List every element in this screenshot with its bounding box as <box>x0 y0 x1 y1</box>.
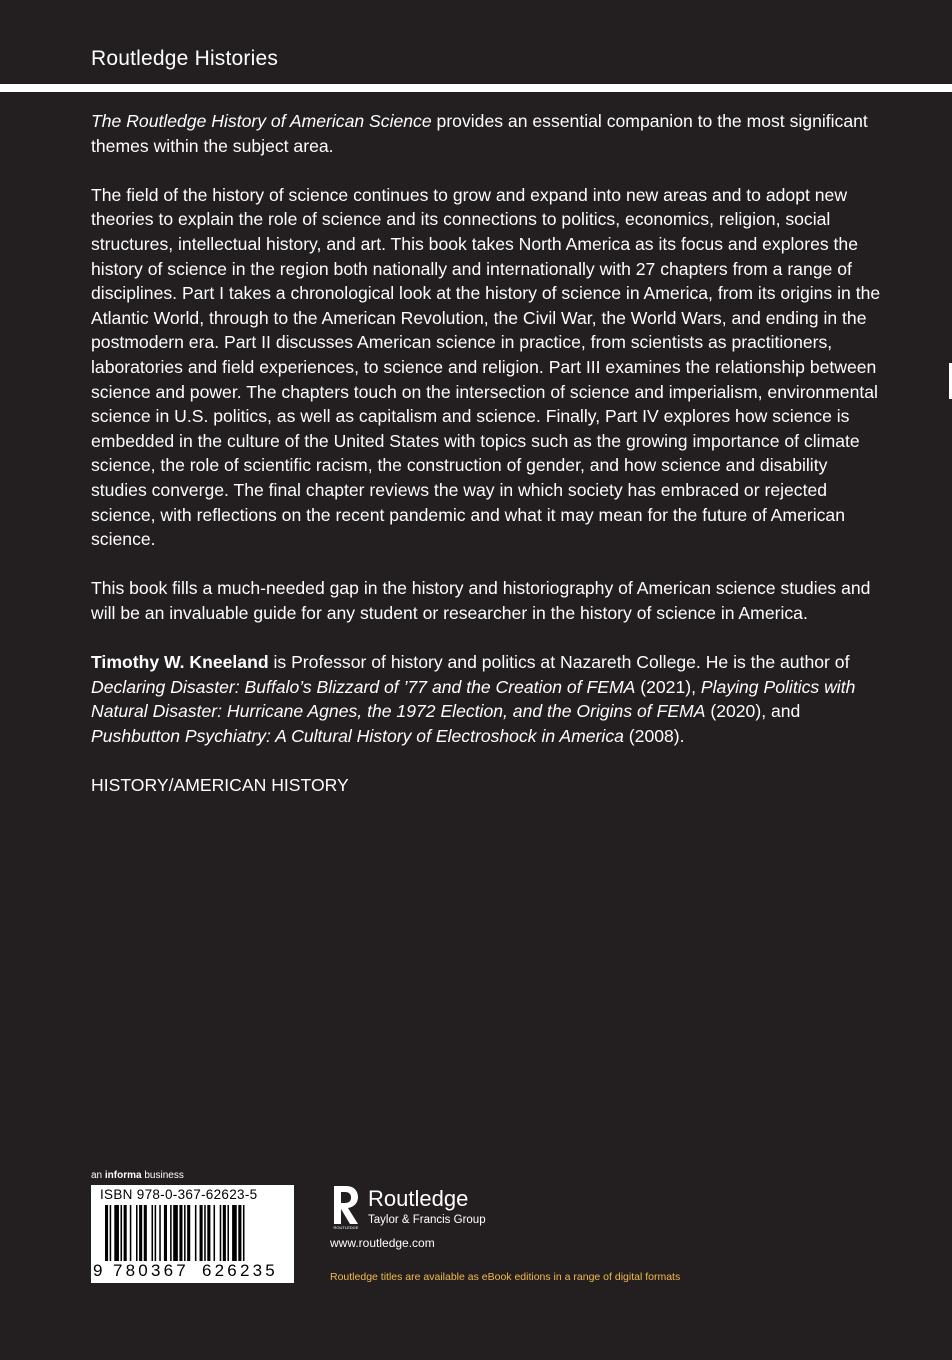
barcode-bar <box>114 1205 119 1261</box>
barcode-bar <box>136 1205 138 1261</box>
barcode-bar <box>144 1205 147 1261</box>
barcode-bar <box>124 1205 127 1261</box>
barcode-left-digits: 780367 <box>113 1261 189 1280</box>
author-book-1: Declaring Disaster: Buffalo’s Blizzard of ’77 and the Creation of FEMA <box>91 676 636 697</box>
author-book-2: Playing Politics with Natural Disaster: Hurricane Agnes, the 1972 Election, and the Origins of FEMA <box>91 676 856 722</box>
imprint-bold: informa <box>104 1170 142 1181</box>
barcode-bar <box>227 1205 229 1261</box>
barcode-bar <box>184 1205 186 1261</box>
back-cover-text <box>91 109 881 822</box>
routledge-logo-icon <box>330 1184 362 1230</box>
author-book-3: Pushbutton Psychiatry: A Cultural History of Electroshock in America <box>91 725 624 746</box>
value-paragraph: This book fills a much-needed gap in the history and historiography of American science studies and will be an invaluable guide for any student or researcher in the history of science in America. <box>91 578 871 623</box>
barcode <box>91 1185 294 1283</box>
barcode-bar <box>130 1205 132 1261</box>
author-name: Timothy W. Kneeland <box>91 652 269 673</box>
publisher-group: Taylor & Francis Group <box>368 1214 486 1226</box>
bio-year-2: (2020), and <box>705 701 801 722</box>
barcode-bar <box>159 1205 161 1261</box>
barcode-right-digits: 626235 <box>202 1261 278 1280</box>
informa-imprint <box>91 1170 184 1181</box>
barcode-bar <box>110 1205 112 1261</box>
barcode-digits <box>91 1261 294 1281</box>
bio-year-3: (2008). <box>623 725 685 746</box>
header-rule <box>0 84 952 92</box>
subject-category: HISTORY/AMERICAN HISTORY <box>91 775 349 796</box>
publisher-url: www.routledge.com <box>330 1236 435 1250</box>
barcode-bar <box>195 1205 197 1261</box>
barcode-bars <box>105 1205 287 1261</box>
bio-year-1: (2021), <box>635 676 701 697</box>
svg-text:ROUTLEDGE: ROUTLEDGE <box>333 1225 359 1230</box>
bio-text-1: is Professor of history and politics at Nazareth College. He is the author of <box>268 652 850 673</box>
series-title: Routledge Histories <box>91 47 279 70</box>
barcode-bar <box>179 1205 182 1261</box>
barcode-bar <box>214 1205 216 1261</box>
barcode-bar <box>207 1205 210 1261</box>
barcode-bar <box>164 1205 167 1261</box>
description-paragraph: The field of the history of science continues to grow and expand into new areas and to adopt new theories to explain the role of science and its connections to politics, economics, religion, social structures, intellectual history, and art. This book takes North America as its focus and explores the history of science in the region both nationally and internationally with 27 chapters from a range of disciplines. Part I takes a chronological look at the history of science in America, from its origins in the Atlantic World, through to the American Revolution, the Civil War, the World Wars, and ending in the postmodern era. Part II discusses American science in practice, from scientists as practitioners, laboratories and field experiences, to science and religion. Part III examines the relationship between science and power. The chapters touch on the intersection of science and imperialism, environmental science in U.S. politics, as well as capitalism and science. Finally, Part IV explores how science is embedded in the culture of the United States with topics such as the growing importance of climate science, the role of scientific racism, the construction of gender, and how science and disability studies converge. The final chapter reviews the way in which society has embraced or rejected science, with reflections on the recent pandemic and what it may mean for the future of American science. <box>91 184 881 550</box>
barcode-bar <box>155 1205 157 1261</box>
book-title: The Routledge History of American Science <box>91 111 432 131</box>
intro-rest: provides an essential companion to the most significant themes within the subject area. <box>91 111 868 156</box>
barcode-bar <box>152 1205 154 1261</box>
barcode-bar <box>105 1205 108 1261</box>
barcode-bar <box>238 1205 241 1261</box>
barcode-bar <box>243 1205 245 1261</box>
barcode-bar <box>187 1205 190 1261</box>
author-bio <box>91 650 881 748</box>
ebook-note: Routledge titles are available as eBook editions in a range of digital formats <box>330 1271 681 1283</box>
barcode-bar <box>121 1205 123 1261</box>
barcode-first-digit: 9 <box>93 1261 103 1280</box>
barcode-bar <box>200 1205 203 1261</box>
barcode-bar <box>170 1205 172 1261</box>
publisher-name: Routledge <box>368 1186 469 1211</box>
intro-paragraph <box>91 109 881 158</box>
barcode-bar <box>232 1205 237 1261</box>
barcode-bar <box>220 1205 222 1261</box>
imprint-prefix: an <box>91 1170 105 1181</box>
barcode-bar <box>223 1205 226 1261</box>
barcode-bar <box>139 1205 142 1261</box>
barcode-bar <box>204 1205 206 1261</box>
barcode-bar <box>173 1205 178 1261</box>
isbn-label: ISBN 978-0-367-62623-5 <box>100 1187 258 1202</box>
imprint-suffix: business <box>141 1170 184 1181</box>
